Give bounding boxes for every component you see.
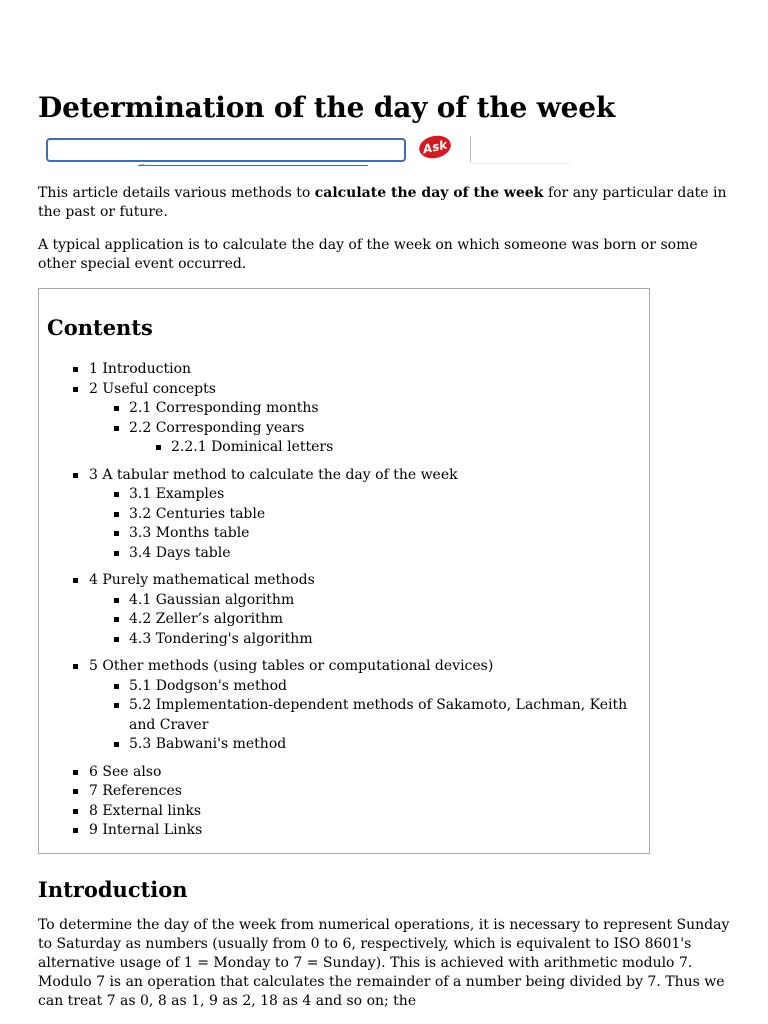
toc-item[interactable]: 8 External links [47, 802, 649, 822]
toc-title: Contents [47, 315, 153, 340]
toc-item[interactable]: 4.3 Tondering's algorithm [47, 630, 649, 650]
ask-logo-text: Ask [421, 137, 449, 157]
toc-item[interactable]: 4 Purely mathematical methods [47, 571, 649, 591]
toc-item[interactable]: 7 References [47, 782, 649, 802]
section-paragraph: To determine the day of the week from numerical operations, it is necessary to represent Sunday to Saturday as numbers (usually from 0 to 6, respectively, which is equivalent to ISO 8601's alternative usage of 1 = Monday to 7 = Sunday). This is achieved with arithmetic modulo 7. Modulo 7 is an operation that calculates the remainder of a number being divided by 7. Thus we can treat 7 as 0, 8 as 1, 9 as 2, 18 as 4 and so on; the [38, 916, 730, 1009]
page-title: Determination of the day of the week [38, 91, 616, 124]
intro-bold-text: calculate the day of the week [314, 185, 544, 201]
toc-item[interactable]: 3.3 Months table [47, 524, 649, 544]
intro-text: This article details various methods to [38, 185, 315, 201]
section-heading: Introduction [38, 876, 188, 902]
toc-item[interactable]: 3.1 Examples [47, 485, 649, 505]
toc-item[interactable]: 2.2.1 Dominical letters [47, 438, 649, 458]
toc-item[interactable]: 2 Useful concepts [47, 380, 649, 400]
search-input[interactable] [46, 138, 406, 174]
toc-item[interactable]: 3.2 Centuries table [47, 505, 649, 525]
toc-list [47, 360, 649, 841]
toc-item[interactable]: 2.2 Corresponding years [47, 419, 649, 439]
toc-item[interactable]: 3 A tabular method to calculate the day of the week [47, 466, 649, 486]
toc-item[interactable]: 4.1 Gaussian algorithm [47, 591, 649, 611]
intro-text: for any particular date in the past or future. [38, 185, 727, 220]
toc-item[interactable]: 4.2 Zeller’s algorithm [47, 610, 649, 630]
toolbar-separator [470, 136, 471, 162]
search-input-cursor-mark: ‾ [140, 164, 145, 174]
toc-item[interactable]: 3.4 Days table [47, 544, 649, 564]
toolbar-baseline [470, 163, 570, 164]
article [38, 90, 738, 1011]
toc-item[interactable]: 6 See also [47, 763, 649, 783]
search-input-underline [138, 164, 368, 166]
toc-item[interactable]: 9 Internal Links [47, 821, 649, 841]
intro-paragraph-2: A typical application is to calculate the day of the week on which someone was born or some other special event occurred. [38, 237, 698, 272]
ask-logo-icon[interactable] [417, 133, 453, 161]
intro-paragraph-1 [38, 184, 738, 222]
toc-item[interactable]: 5.3 Babwani's method [47, 735, 649, 755]
search-toolbar [38, 134, 738, 178]
table-of-contents [38, 288, 650, 854]
toc-item[interactable]: 2.1 Corresponding months [47, 399, 649, 419]
toc-item[interactable]: 5.2 Implementation-dependent methods of Sakamoto, Lachman, Keith and Craver [47, 696, 649, 735]
toc-item[interactable]: 1 Introduction [47, 360, 649, 380]
toc-item[interactable]: 5.1 Dodgson's method [47, 677, 649, 697]
toc-item[interactable]: 5 Other methods (using tables or computational devices) [47, 657, 649, 677]
